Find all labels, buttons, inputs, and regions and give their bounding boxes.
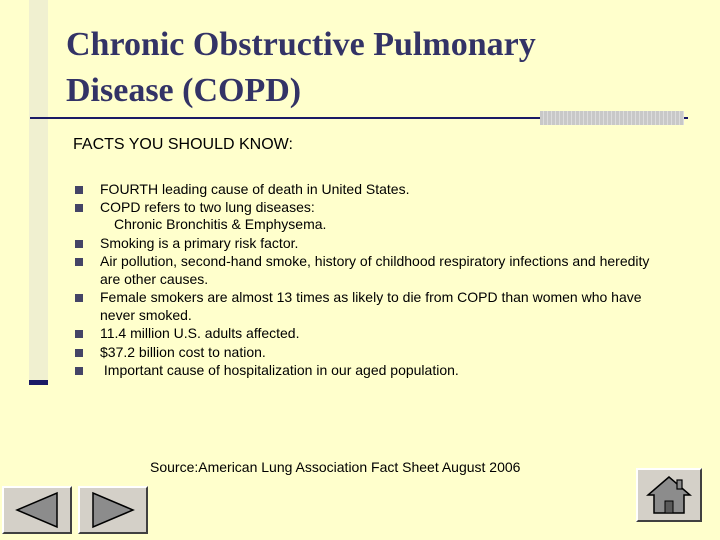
slide-title — [66, 22, 706, 114]
bullet-square-icon — [75, 349, 83, 357]
list-item — [73, 362, 673, 380]
bullet-square-icon — [75, 294, 83, 302]
source-citation: Source:American Lung Association Fact Sheet August 2006 — [150, 459, 521, 475]
facts-list — [73, 181, 673, 380]
list-item-text: Smoking is a primary risk factor. — [100, 234, 299, 251]
list-item — [73, 199, 673, 234]
list-item-text: 11.4 million U.S. adults affected. — [100, 325, 300, 341]
bullet-square-icon — [75, 240, 83, 248]
home-button[interactable] — [636, 468, 702, 522]
house-icon — [646, 474, 692, 516]
bullet-square-icon — [75, 204, 83, 212]
triangle-right-icon — [87, 490, 139, 530]
previous-slide-button[interactable] — [2, 486, 72, 534]
list-item — [73, 325, 673, 343]
list-item — [73, 235, 673, 253]
list-item — [73, 181, 673, 199]
list-item-text: FOURTH leading cause of death in United States. — [100, 181, 410, 197]
slide-title-line-2: Disease (COPD) — [66, 72, 302, 109]
triangle-left-icon — [11, 490, 63, 530]
left-bar-accent — [29, 380, 48, 385]
list-item — [73, 253, 673, 288]
bullet-square-icon — [75, 258, 83, 266]
list-item-text: $37.2 billion cost to nation. — [100, 343, 266, 360]
left-decorative-bar — [29, 0, 48, 384]
slide-title-line-1: Chronic Obstructive Pulmonary — [66, 26, 536, 63]
list-item-text: COPD refers to two lung diseases: — [100, 198, 315, 215]
list-item-subtext: Chronic Bronchitis & Emphysema. — [114, 216, 327, 232]
list-item-text: Air pollution, second-hand smoke, history of childhood respiratory infections and heredity are other causes. — [100, 253, 650, 287]
list-item-text: Female smokers are almost 13 times as likely to die from COPD than women who have never smoked. — [100, 289, 642, 323]
bullet-square-icon — [75, 186, 83, 194]
list-item — [73, 344, 673, 362]
list-item — [73, 289, 673, 324]
next-slide-button[interactable] — [78, 486, 148, 534]
title-divider-accent — [540, 111, 684, 125]
list-item-text: Important cause of hospitalization in our aged population. — [100, 362, 459, 378]
bullet-square-icon — [75, 330, 83, 338]
slide-subtitle: FACTS YOU SHOULD KNOW: — [73, 136, 293, 153]
bullet-square-icon — [75, 367, 83, 375]
